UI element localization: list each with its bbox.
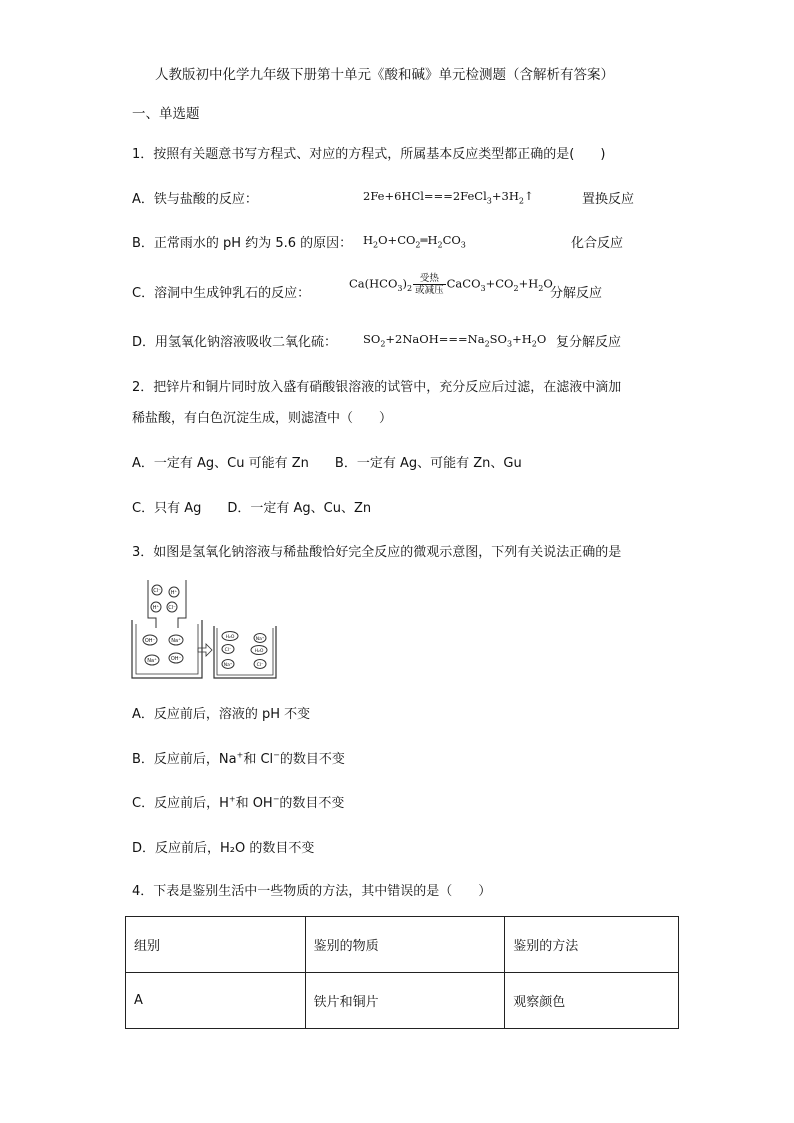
table-header-cell: 鉴别的方法 — [505, 917, 679, 973]
q1-option-c: C．溶洞中生成钟乳石的反应： — [132, 286, 311, 301]
left-beaker — [132, 620, 202, 678]
q1-option-b-type: 化合反应 — [571, 236, 624, 251]
reaction-condition: $\frac{\text{受热}}{\text{或减压}}$ — [415, 273, 444, 296]
reaction-diagram — [126, 580, 286, 680]
q1-option-b: B．正常雨水的 pH 约为 5.6 的原因： — [132, 236, 353, 251]
ion-label: OH⁻ — [144, 638, 156, 644]
q3-option-c: C．反应前后，H+和 OH−的数目不变 — [132, 794, 345, 811]
identification-table — [125, 916, 679, 1029]
table-cell: 铁片和铜片 — [305, 973, 505, 1029]
ion-label: H⁺ — [170, 590, 178, 596]
q3-option-b: B．反应前后，Na+和 Cl−的数目不变 — [132, 750, 345, 767]
question-2-stem-line2: 稀盐酸，有白色沉淀生成，则滤渣中（ ） — [132, 411, 393, 426]
q1-option-a-equation: $2Fe+6HCl===2FeCl_3+3H_2↑$ — [363, 189, 534, 206]
ion-label: H₂O — [254, 649, 264, 654]
ion-label: Cl⁻ — [168, 605, 176, 611]
q1-option-a-type: 置换反应 — [582, 192, 635, 207]
q2-options-ab: A．一定有 Ag、Cu 可能有 Zn B．一定有 Ag、可能有 Zn、Gu — [132, 456, 522, 471]
q3-option-a: A．反应前后，溶液的 pH 不变 — [132, 707, 311, 722]
ion-label: Cl⁻ — [224, 648, 232, 653]
table-header-row — [126, 917, 679, 973]
q1-option-a: A．铁与盐酸的反应： — [132, 192, 258, 207]
table-header-cell: 鉴别的物质 — [305, 917, 505, 973]
section-heading: 一、单选题 — [132, 106, 200, 122]
ion-label: H₂O — [225, 635, 235, 640]
q1-option-c-equation: $Ca(HCO_3)_2$ $\frac{\text{受热}}{\text{或减压}}$ $CaCO_3+CO_2+H_2O$ — [349, 273, 553, 296]
question-2-stem-line1: 2．把锌片和铜片同时放入盛有硝酸银溶液的试管中，充分反应后过滤，在滤液中滴加 — [132, 380, 622, 395]
document-title: 人教版初中化学九年级下册第十单元《酸和碱》单元检测题（含解析有答案） — [155, 67, 614, 83]
ion-label: Na⁺ — [223, 663, 233, 668]
ion-label: Cl⁻ — [153, 588, 161, 594]
q1-option-c-type: 分解反应 — [550, 286, 603, 301]
ion-label: Cl⁻ — [256, 663, 264, 668]
q1-option-d-equation: $SO_2+2NaOH===Na_2SO_3+H_2O$ — [363, 332, 547, 349]
table-header-cell: 组别 — [126, 917, 306, 973]
ion-label: Na⁺ — [147, 658, 157, 664]
table-row — [126, 973, 679, 1029]
q3-option-d: D．反应前后，H₂O 的数目不变 — [132, 841, 315, 856]
table-cell: A — [126, 973, 306, 1029]
ion-label: Na⁺ — [171, 638, 181, 644]
ion-label: Na⁺ — [255, 637, 265, 642]
q1-option-b-equation: $H_2O+CO_2═H_2CO_3$ — [363, 233, 466, 250]
q1-option-d-type: 复分解反应 — [556, 335, 622, 350]
question-1-stem: 1．按照有关题意书写方程式、对应的方程式，所属基本反应类型都正确的是( ) — [132, 147, 606, 162]
question-4-stem: 4．下表是鉴别生活中一些物质的方法，其中错误的是（ ） — [132, 884, 492, 899]
q2-options-cd: C．只有 Ag D．一定有 Ag、Cu、Zn — [132, 501, 372, 516]
question-3-stem: 3．如图是氢氧化钠溶液与稀盐酸恰好完全反应的微观示意图，下列有关说法正确的是 — [132, 545, 622, 560]
q1-option-d: D．用氢氧化钠溶液吸收二氧化硫： — [132, 335, 338, 350]
table-cell: 观察颜色 — [505, 973, 679, 1029]
ion-label: OH⁻ — [170, 656, 182, 662]
arrow-icon — [198, 644, 212, 656]
ion-label: H⁺ — [152, 605, 160, 611]
